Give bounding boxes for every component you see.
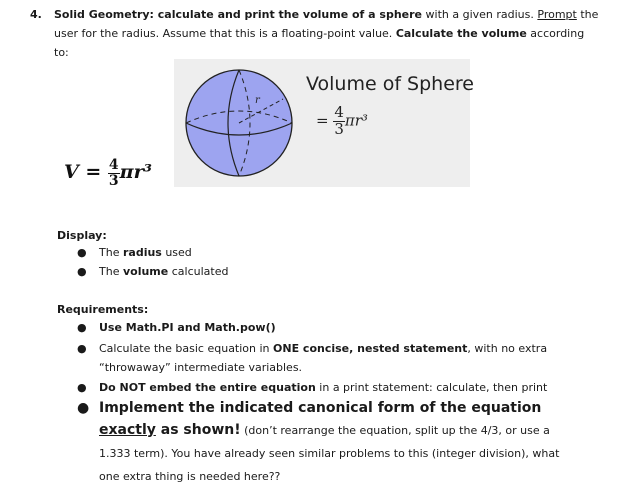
requirements-heading-text: Requirements: bbox=[57, 303, 149, 316]
numerator: 4 bbox=[108, 157, 119, 173]
requirements-list bbox=[57, 318, 582, 488]
display-heading-text: Display: bbox=[57, 229, 107, 242]
item-text: The bbox=[99, 265, 123, 278]
radius-label: r bbox=[255, 95, 260, 106]
item-bold: radius bbox=[122, 246, 162, 259]
question-intro bbox=[54, 5, 599, 62]
display-list bbox=[57, 243, 228, 281]
exactly-text: exactly bbox=[99, 422, 156, 438]
item-bold: Use Math.PI and Math.pow() bbox=[99, 321, 276, 334]
calculate-volume-text: Calculate the volume bbox=[395, 27, 527, 40]
item-bold: Implement the indicated canonical form of the equation bbox=[99, 400, 542, 416]
item-text: used bbox=[161, 246, 192, 259]
item-bold: Do NOT embed the entire equation bbox=[99, 381, 316, 394]
equals-sign: = bbox=[316, 111, 329, 130]
numerator: 4 bbox=[334, 103, 344, 121]
question-topic: Solid Geometry: calculate and print the volume of a sphere bbox=[54, 8, 423, 21]
figure-formula bbox=[316, 105, 368, 138]
list-item bbox=[57, 243, 228, 262]
list-item bbox=[57, 318, 582, 337]
pi-r-cubed: πr³ bbox=[119, 161, 152, 184]
sphere-figure bbox=[174, 59, 474, 187]
list-item bbox=[57, 262, 228, 281]
item-text: The bbox=[99, 246, 123, 259]
volume-formula bbox=[64, 158, 152, 188]
bullet-icon: ● bbox=[77, 265, 87, 278]
bullet-icon: ● bbox=[77, 400, 90, 416]
bullet-icon: ● bbox=[77, 381, 87, 394]
sphere-illustration bbox=[183, 65, 295, 181]
intro-text: according to: bbox=[54, 27, 585, 59]
pi-r-cubed: πr³ bbox=[344, 111, 368, 130]
item-bold: volume bbox=[122, 265, 169, 278]
figure-title: Volume of Sphere bbox=[306, 73, 474, 95]
volume-symbol: V bbox=[64, 161, 79, 184]
list-item bbox=[57, 378, 582, 397]
item-text: , with no extra “throwaway” intermediate variables. bbox=[99, 342, 548, 374]
denominator: 3 bbox=[334, 119, 344, 138]
fraction bbox=[333, 105, 345, 138]
bullet-icon: ● bbox=[77, 342, 87, 355]
list-item bbox=[57, 397, 582, 488]
question-number: 4. bbox=[30, 8, 42, 21]
requirements-heading bbox=[57, 300, 148, 319]
item-text: (don’t rearrange the equation, split up the 4/3, or use a 1.333 term). You have already seen similar problems to this (integer division), what one extra thing is needed here?? bbox=[99, 424, 560, 483]
item-bold: ONE concise, nested statement bbox=[273, 342, 468, 355]
list-item bbox=[57, 339, 582, 377]
item-bold: as shown! bbox=[155, 422, 241, 438]
item-text: in a print statement: calculate, then print bbox=[315, 381, 548, 394]
intro-text: the user for the radius. Assume that this is a floating-point value. bbox=[54, 8, 599, 40]
intro-text: with a given radius. bbox=[422, 8, 538, 21]
equals-sign: = bbox=[85, 161, 102, 184]
prompt-word: Prompt bbox=[537, 8, 577, 21]
bullet-icon: ● bbox=[77, 321, 87, 334]
fraction bbox=[108, 158, 120, 188]
bullet-icon: ● bbox=[77, 246, 87, 259]
item-text: calculated bbox=[168, 265, 229, 278]
denominator: 3 bbox=[108, 172, 119, 189]
item-text: Calculate the basic equation in bbox=[99, 342, 274, 355]
